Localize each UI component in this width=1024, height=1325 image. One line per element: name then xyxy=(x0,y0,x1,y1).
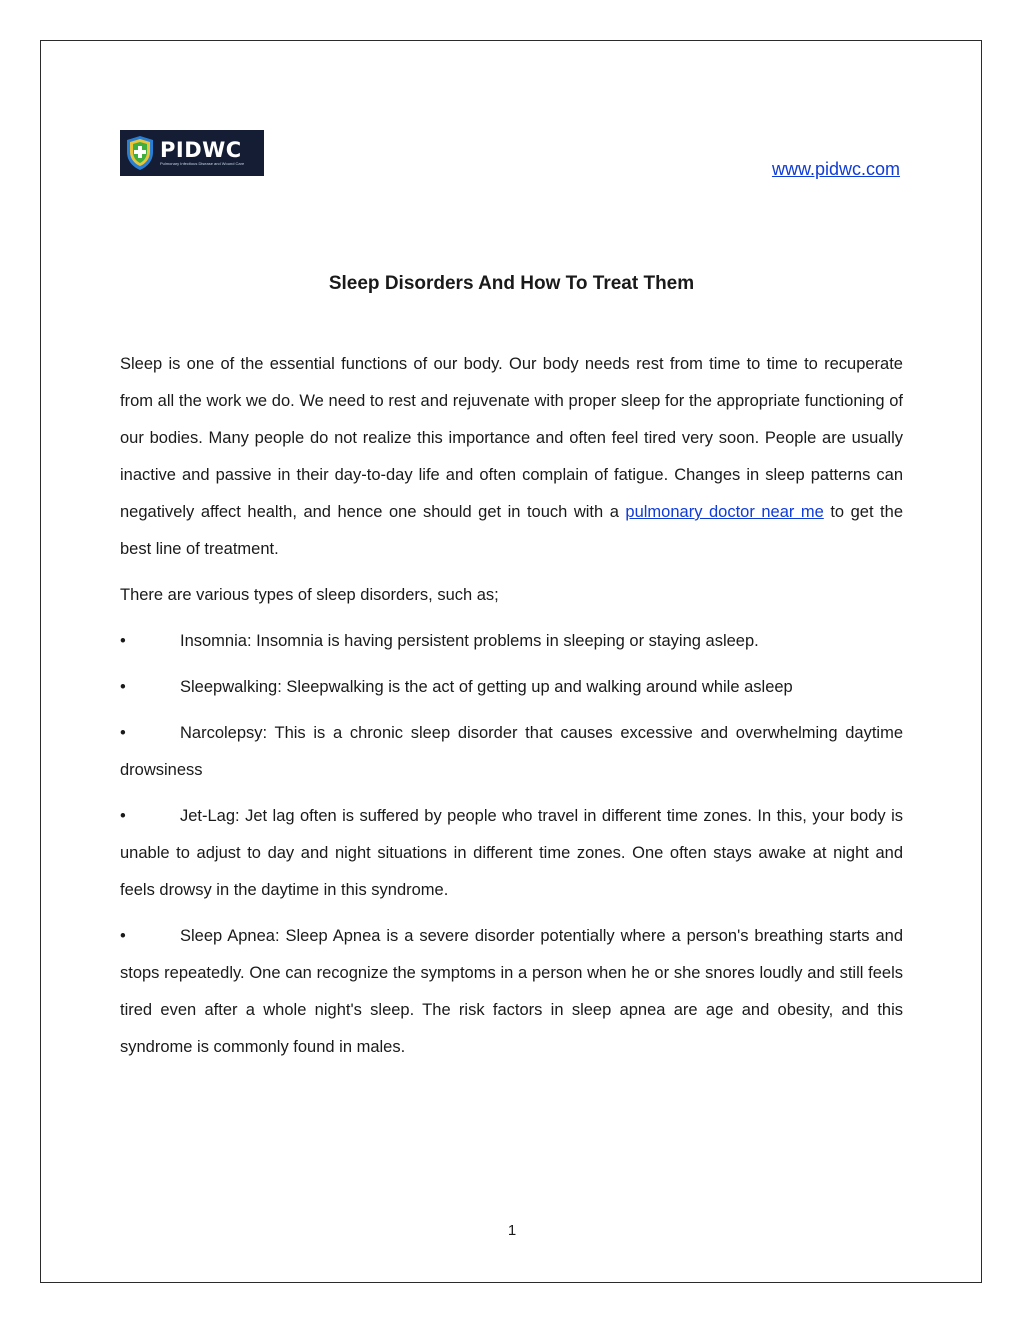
list-item xyxy=(120,715,903,789)
bullet-icon: • xyxy=(120,632,126,650)
bullet-icon: • xyxy=(120,807,126,825)
logo-tagline: Pulmonary Infectious Disease and Wound Care xyxy=(160,161,245,166)
list-item-text: Jet-Lag: Jet lag often is suffered by people who travel in different time zones. In this, your body is unable to adjust to day and night situations in different time zones. One often stays awake at night and feels drowsy in the daytime in this syndrome. xyxy=(120,807,903,899)
list-item xyxy=(120,798,903,909)
logo-name: PIDWC xyxy=(160,138,242,162)
bullet-icon: • xyxy=(120,724,126,742)
pulmonary-doctor-link[interactable]: pulmonary doctor near me xyxy=(625,503,824,521)
shield-cross-icon xyxy=(125,135,155,171)
list-item-text: Insomnia: Insomnia is having persistent problems in sleeping or staying asleep. xyxy=(180,632,759,650)
list-item xyxy=(120,669,903,706)
list-item-text: Narcolepsy: This is a chronic sleep disorder that causes excessive and overwhelming daytime drowsiness xyxy=(120,724,903,779)
article-body xyxy=(120,346,903,1066)
intro-paragraph xyxy=(120,346,903,568)
intro-text-before-link: Sleep is one of the essential functions of our body. Our body needs rest from time to time to recuperate from all the work we do. We need to rest and rejuvenate with proper sleep for the appropriate functioning of our bodies. Many people do not realize this importance and often feel tired very soon. People are usually inactive and passive in their day-to-day life and often complain of fatigue. Changes in sleep patterns can negatively affect health, and hence one should get in touch with a xyxy=(120,355,903,521)
pidwc-logo[interactable] xyxy=(120,130,264,176)
page-number: 1 xyxy=(507,1222,517,1239)
page-title: Sleep Disorders And How To Treat Them xyxy=(328,273,695,294)
bullet-icon: • xyxy=(120,927,126,945)
intro-text-after-link: to get the best line of treatment. xyxy=(120,503,903,558)
website-link[interactable]: www.pidwc.com xyxy=(771,159,900,179)
list-item xyxy=(120,918,903,1066)
logo-text-group xyxy=(160,139,244,167)
list-item xyxy=(120,623,903,660)
bullet-icon: • xyxy=(120,678,126,696)
list-item-text: Sleep Apnea: Sleep Apnea is a severe disorder potentially where a person's breathing starts and stops repeatedly. One can recognize the symptoms in a person when he or she snores loudly and still feels tired even after a whole night's sleep. The risk factors in sleep apnea are age and obesity, and this syndrome is commonly found in males. xyxy=(120,927,903,1056)
list-item-text: Sleepwalking: Sleepwalking is the act of getting up and walking around while asleep xyxy=(180,678,793,696)
types-intro: There are various types of sleep disorders, such as; xyxy=(120,586,499,604)
